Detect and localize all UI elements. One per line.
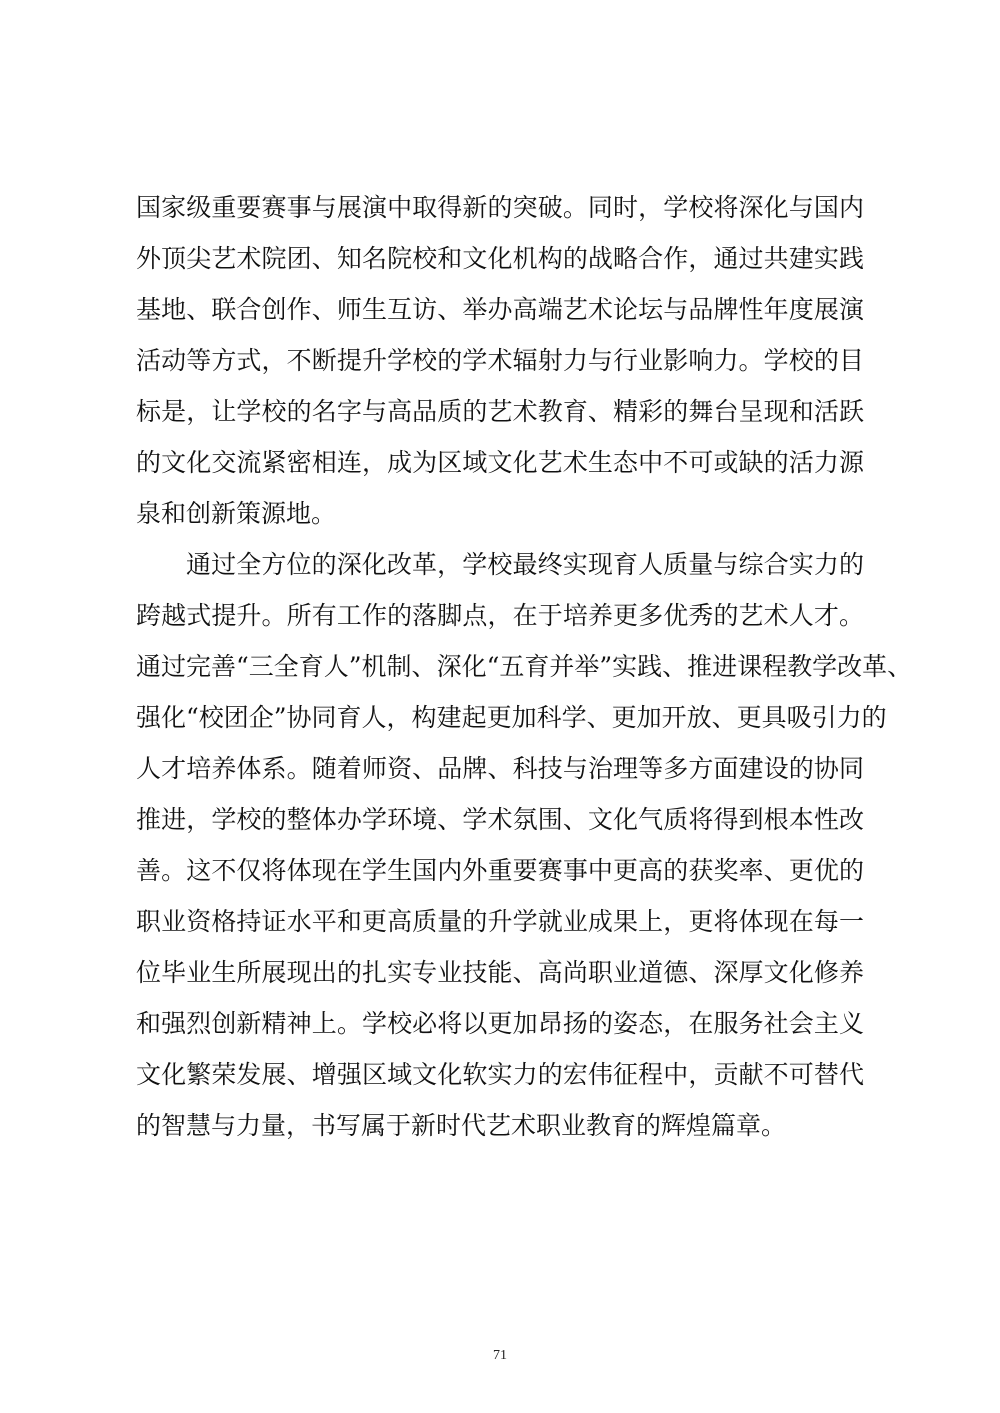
text-line: 的文化交流紧密相连，成为区域文化艺术生态中不可或缺的活力源	[136, 448, 864, 477]
text-line: 和强烈创新精神上。学校必将以更加昂扬的姿态，在服务社会主义	[136, 1009, 864, 1038]
text-line: 善。这不仅将体现在学生国内外重要赛事中更高的获奖率、更优的	[136, 856, 864, 885]
text-line: 通过全方位的深化改革，学校最终实现育人质量与综合实力的	[186, 550, 864, 579]
paragraph-2	[136, 539, 913, 1151]
text-line: 人才培养体系。随着师资、品牌、科技与治理等多方面建设的协同	[136, 754, 864, 783]
text-line: 的智慧与力量，书写属于新时代艺术职业教育的辉煌篇章。	[136, 1111, 787, 1140]
text-line: 文化繁荣发展、增强区域文化软实力的宏伟征程中，贡献不可替代	[136, 1060, 864, 1089]
text-line: 跨越式提升。所有工作的落脚点，在于培养更多优秀的艺术人才。	[136, 601, 864, 630]
text-line: 位毕业生所展现出的扎实专业技能、高尚职业道德、深厚文化修养	[136, 958, 864, 987]
text-line: 国家级重要赛事与展演中取得新的突破。同时，学校将深化与国内	[136, 193, 864, 222]
paragraph-1	[136, 182, 864, 539]
text-line: 推进，学校的整体办学环境、学术氛围、文化气质将得到根本性改	[136, 805, 864, 834]
body-text	[136, 182, 913, 1151]
text-line: 活动等方式，不断提升学校的学术辐射力与行业影响力。学校的目	[136, 346, 864, 375]
text-line: 基地、联合创作、师生互访、举办高端艺术论坛与品牌性年度展演	[136, 295, 864, 324]
text-line: 强化“校团企”协同育人，构建起更加科学、更加开放、更具吸引力的	[136, 703, 887, 732]
text-line: 标是，让学校的名字与高品质的艺术教育、精彩的舞台呈现和活跃	[136, 397, 864, 426]
text-line: 通过完善“三全育人”机制、深化“五育并举”实践、推进课程教学改革、	[136, 652, 913, 681]
page-number: 71	[493, 1348, 507, 1363]
text-line: 泉和创新策源地。	[136, 499, 337, 528]
text-line: 外顶尖艺术院团、知名院校和文化机构的战略合作，通过共建实践	[136, 244, 864, 273]
text-line: 职业资格持证水平和更高质量的升学就业成果上，更将体现在每一	[136, 907, 864, 936]
